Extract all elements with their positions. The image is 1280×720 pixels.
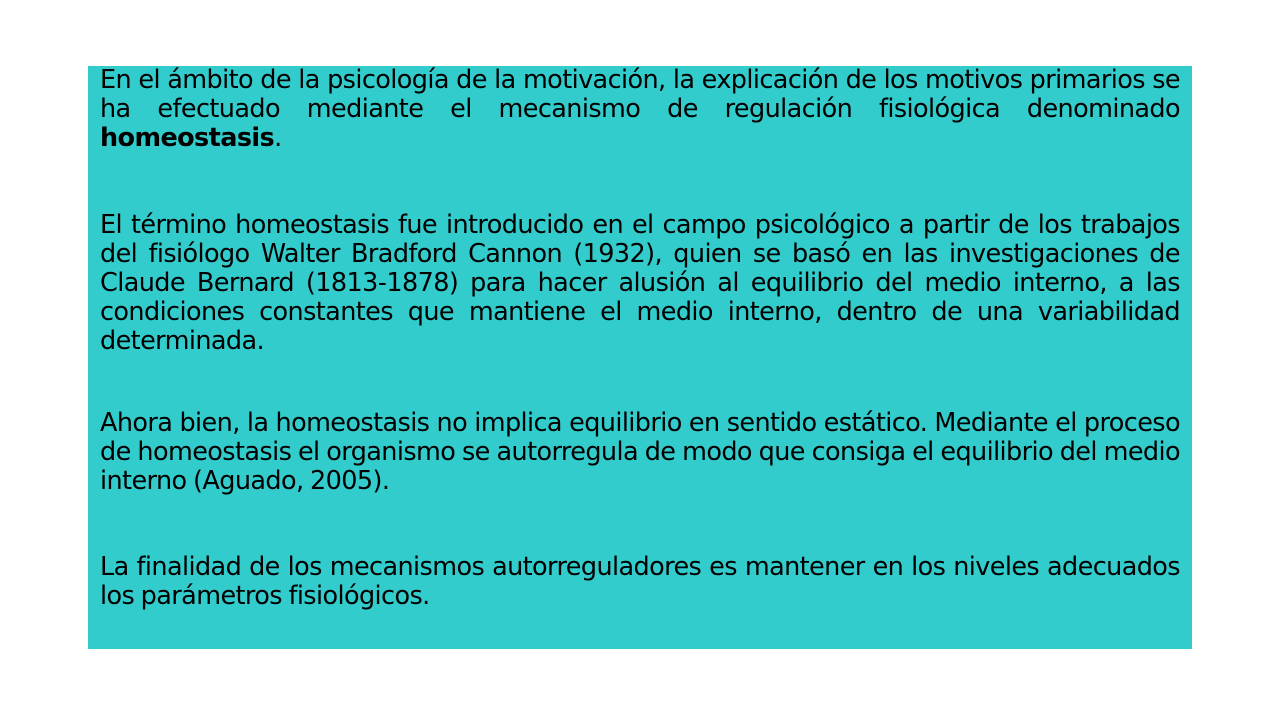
text-box [88, 66, 1192, 649]
paragraph-self-regulation-purpose: La finalidad de los mecanismos autorreguladores es mantener en los niveles adecuados los parámetros fisiológicos. [100, 552, 1180, 611]
homeostasis-term: homeostasis [100, 123, 275, 153]
paragraph-motivation-text: En el ámbito de la psicología de la motivación, la explicación de los motivos primarios se ha efectuado mediante el mecanismo de regulación fisiológica denominado [100, 65, 1180, 124]
paragraph-homeostasis-origin: El término homeostasis fue introducido en el campo psicológico a partir de los trabajos del fisiólogo Walter Bradford Cannon (1932), quien se basó en las investigaciones de Claude Bernard (1813-1878) para hacer alusión al equilibrio del medio interno, a las condiciones constantes que mantiene el medio interno, dentro de una variabilidad determinada. [100, 210, 1180, 356]
paragraph-homeostasis-dynamic: Ahora bien, la homeostasis no implica equilibrio en sentido estático. Mediante el proceso de homeostasis el organismo se autorregula de modo que consiga el equilibrio del medio interno (Aguado, 2005). [100, 408, 1180, 496]
paragraph-motivation-end: . [274, 123, 282, 153]
paragraph-motivation [100, 66, 1180, 153]
